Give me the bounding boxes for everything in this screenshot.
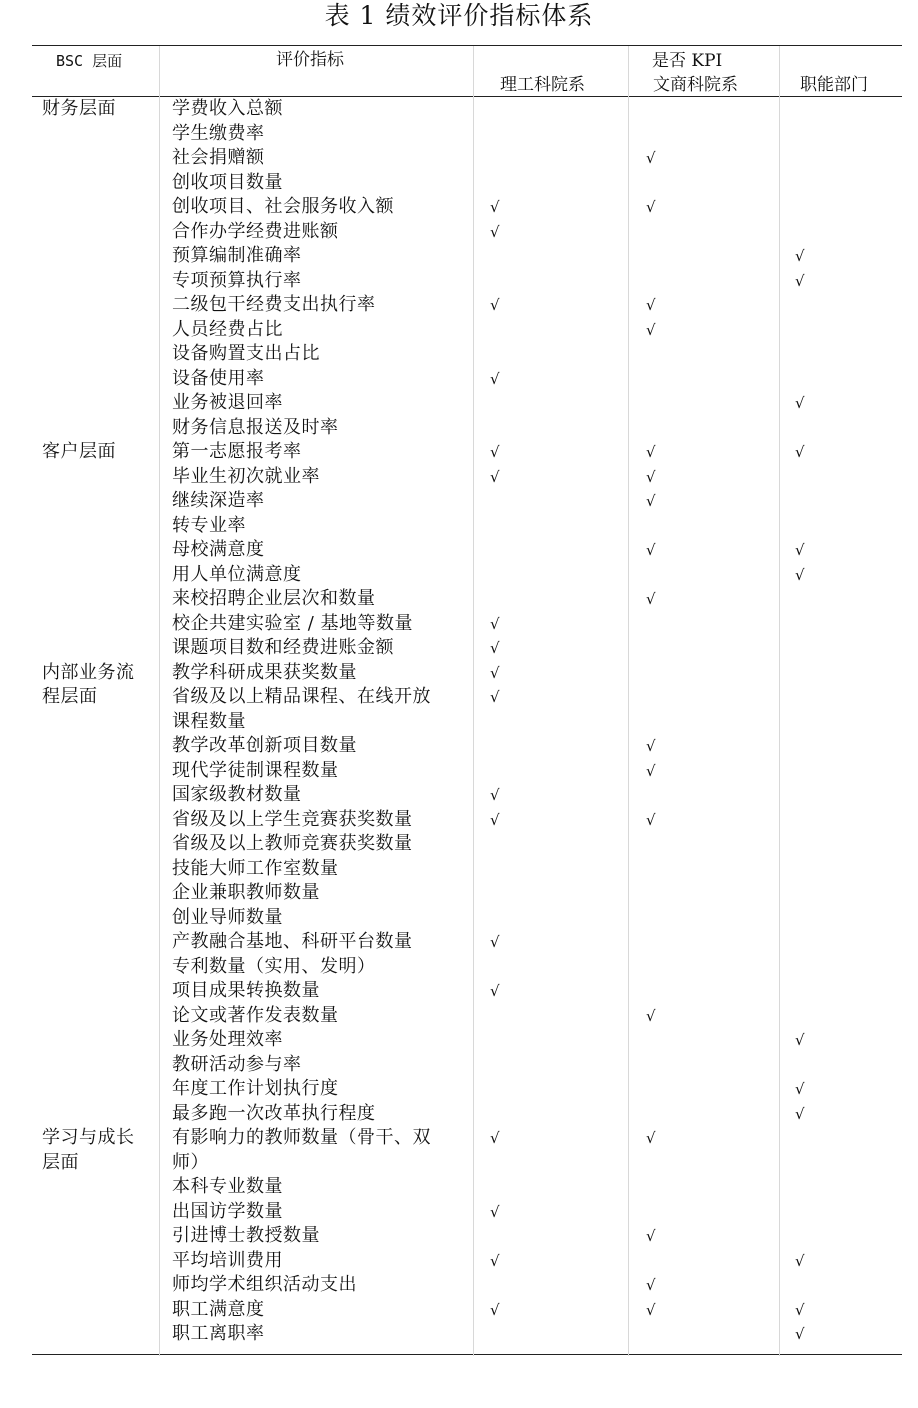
kpi-check-science: √ xyxy=(490,1202,500,1221)
kpi-check-functional: √ xyxy=(795,541,805,559)
indicator-label: 校企共建实验室 / 基地等数量 xyxy=(172,612,414,634)
kpi-check-functional: √ xyxy=(795,247,805,265)
table-row xyxy=(0,857,918,882)
kpi-check-science: √ xyxy=(490,663,500,682)
indicator-label: 业务被退回率 xyxy=(172,392,283,413)
kpi-check-functional: √ xyxy=(795,394,805,412)
indicator-label: 职工离职率 xyxy=(172,1323,265,1344)
kpi-check-humanities: √ xyxy=(646,590,656,608)
kpi-check-science: √ xyxy=(490,443,500,461)
bsc-layer-label: 客户层面 xyxy=(42,441,116,462)
table-row xyxy=(0,318,918,343)
indicator-label: 省级及以上学生竞赛获奖数量 xyxy=(172,808,413,830)
table-row xyxy=(0,783,918,808)
table-row xyxy=(0,489,918,514)
header-col-science: 理工科院系 xyxy=(500,75,585,95)
kpi-check-science: √ xyxy=(490,296,500,314)
indicator-label: 教学改革创新项目数量 xyxy=(172,735,357,756)
indicator-label: 现代学徒制课程数量 xyxy=(172,759,339,781)
table-row xyxy=(0,538,918,563)
table-row xyxy=(0,612,918,637)
indicator-label: 本科专业数量 xyxy=(172,1176,283,1197)
table-row xyxy=(0,269,918,294)
indicator-label: 师均学术组织活动支出 xyxy=(172,1274,357,1295)
indicator-label: 社会捐赠额 xyxy=(172,147,265,168)
indicator-label: 平均培训费用 xyxy=(172,1249,283,1271)
bottom-rule xyxy=(32,1354,902,1355)
indicator-label: 出国访学数量 xyxy=(172,1200,283,1222)
indicator-label: 省级及以上精品课程、在线开放 xyxy=(172,686,431,707)
indicator-label: 省级及以上教师竞赛获奖数量 xyxy=(172,833,413,854)
table-row xyxy=(0,171,918,196)
table-row xyxy=(0,979,918,1004)
table-row xyxy=(0,734,918,759)
indicator-label: 母校满意度 xyxy=(172,539,265,560)
bsc-layer-label: 内部业务流 xyxy=(42,661,135,683)
table-row xyxy=(0,1298,918,1323)
table-row xyxy=(0,514,918,539)
kpi-check-humanities: √ xyxy=(646,1227,656,1245)
table-row xyxy=(0,1273,918,1298)
header-col-humanities: 文商科院系 xyxy=(653,75,738,95)
kpi-check-science: √ xyxy=(490,369,500,388)
table-row xyxy=(0,220,918,245)
table-row xyxy=(0,930,918,955)
indicator-label: 用人单位满意度 xyxy=(172,563,302,585)
table-row xyxy=(0,906,918,931)
kpi-check-humanities: √ xyxy=(646,1006,656,1025)
indicator-label: 论文或著作发表数量 xyxy=(172,1004,339,1026)
indicator-label: 创收项目、社会服务收入额 xyxy=(172,196,394,217)
table-row xyxy=(0,563,918,588)
table-row xyxy=(0,1200,918,1225)
indicator-label: 产教融合基地、科研平台数量 xyxy=(172,931,413,952)
indicator-label: 引进博士教授数量 xyxy=(172,1225,320,1246)
table-row xyxy=(0,881,918,906)
table-row xyxy=(0,1004,918,1029)
top-rule xyxy=(32,45,902,46)
kpi-check-science: √ xyxy=(490,467,500,486)
indicator-label: 最多跑一次改革执行程度 xyxy=(172,1102,376,1124)
kpi-check-humanities: √ xyxy=(646,761,656,780)
kpi-check-humanities: √ xyxy=(646,198,656,216)
kpi-check-humanities: √ xyxy=(646,1276,656,1294)
indicator-label: 设备使用率 xyxy=(172,367,265,389)
table-row xyxy=(0,661,918,686)
indicator-label: 继续深造率 xyxy=(172,490,265,511)
table-row xyxy=(0,244,918,269)
table-row xyxy=(0,587,918,612)
indicator-label: 第一志愿报考率 xyxy=(172,441,302,462)
kpi-check-science: √ xyxy=(490,222,500,241)
indicator-label: 学生缴费率 xyxy=(172,122,265,144)
kpi-check-functional: √ xyxy=(795,443,805,461)
indicator-label: 教学科研成果获奖数量 xyxy=(172,661,357,683)
indicator-label: 财务信息报送及时率 xyxy=(172,416,339,438)
indicator-label: 创业导师数量 xyxy=(172,906,283,928)
kpi-check-science: √ xyxy=(490,1251,500,1270)
kpi-check-humanities: √ xyxy=(646,467,656,486)
indicator-label: 企业兼职教师数量 xyxy=(172,882,320,903)
table-row xyxy=(0,955,918,980)
table-row xyxy=(0,97,918,122)
bsc-layer-label: 学习与成长 xyxy=(42,1127,135,1148)
table-row xyxy=(0,195,918,220)
table-row xyxy=(0,1322,918,1347)
table-row xyxy=(0,1126,918,1151)
table-row xyxy=(0,685,918,710)
indicator-label: 年度工作计划执行度 xyxy=(172,1078,339,1099)
indicator-label: 专项预算执行率 xyxy=(172,269,302,291)
table-title: 表 1 绩效评价指标体系 xyxy=(324,1,594,30)
table-row xyxy=(0,1249,918,1274)
indicator-label: 有影响力的教师数量（骨干、双 xyxy=(172,1127,431,1148)
kpi-check-science: √ xyxy=(490,198,500,216)
table-row xyxy=(0,1151,918,1176)
kpi-check-functional: √ xyxy=(795,1251,805,1270)
kpi-check-science: √ xyxy=(490,639,500,657)
header-kpi: 是否 KPI xyxy=(652,51,723,71)
table-row xyxy=(0,440,918,465)
indicator-label: 国家级教材数量 xyxy=(172,784,302,805)
kpi-check-science: √ xyxy=(490,786,500,804)
indicator-label: 预算编制准确率 xyxy=(172,245,302,266)
table-row xyxy=(0,636,918,661)
kpi-check-humanities: √ xyxy=(646,810,656,829)
table-row xyxy=(0,342,918,367)
kpi-check-functional: √ xyxy=(795,271,805,290)
bsc-layer-label: 程层面 xyxy=(42,686,98,707)
table-row xyxy=(0,759,918,784)
table-row xyxy=(0,416,918,441)
indicator-label: 转专业率 xyxy=(172,514,246,536)
table-row xyxy=(0,367,918,392)
indicator-label: 项目成果转换数量 xyxy=(172,980,320,1001)
table-row xyxy=(0,1077,918,1102)
header-bsc: BSC 层面 xyxy=(56,52,123,70)
indicator-label: 课题项目数和经费进账金额 xyxy=(172,637,394,658)
kpi-check-science: √ xyxy=(490,810,500,829)
indicator-label: 合作办学经费进账额 xyxy=(172,220,339,242)
kpi-check-science: √ xyxy=(490,1129,500,1147)
kpi-check-humanities: √ xyxy=(646,443,656,461)
kpi-check-science: √ xyxy=(490,982,500,1000)
kpi-check-science: √ xyxy=(490,688,500,706)
table-row xyxy=(0,710,918,735)
kpi-check-humanities: √ xyxy=(646,1129,656,1147)
kpi-check-functional: √ xyxy=(795,1104,805,1123)
table-row xyxy=(0,146,918,171)
kpi-check-functional: √ xyxy=(795,1325,805,1343)
indicator-label: 毕业生初次就业率 xyxy=(172,465,320,487)
table-row xyxy=(0,1224,918,1249)
table-row xyxy=(0,1102,918,1127)
table-row xyxy=(0,832,918,857)
kpi-check-humanities: √ xyxy=(646,737,656,755)
kpi-check-science: √ xyxy=(490,1300,500,1319)
indicator-label: 技能大师工作室数量 xyxy=(172,857,339,879)
table-row xyxy=(0,1175,918,1200)
table-row xyxy=(0,122,918,147)
kpi-check-science: √ xyxy=(490,614,500,633)
kpi-check-humanities: √ xyxy=(646,1300,656,1319)
kpi-check-functional: √ xyxy=(795,1031,805,1049)
bsc-layer-label: 层面 xyxy=(42,1151,79,1173)
kpi-check-humanities: √ xyxy=(646,492,656,510)
header-indicator: 评价指标 xyxy=(276,50,344,70)
indicator-label: 学费收入总额 xyxy=(172,98,283,119)
table-row xyxy=(0,808,918,833)
indicator-label: 业务处理效率 xyxy=(172,1029,283,1050)
table-row xyxy=(0,465,918,490)
kpi-check-humanities: √ xyxy=(646,149,656,167)
kpi-check-functional: √ xyxy=(795,565,805,584)
indicator-label: 课程数量 xyxy=(172,710,246,732)
indicator-label: 二级包干经费支出执行率 xyxy=(172,294,376,315)
indicator-label: 职工满意度 xyxy=(172,1298,265,1320)
kpi-check-humanities: √ xyxy=(646,541,656,559)
header-col-functional: 职能部门 xyxy=(800,75,868,95)
table-row xyxy=(0,293,918,318)
kpi-check-science: √ xyxy=(490,933,500,951)
indicator-label: 师） xyxy=(172,1151,209,1173)
table-row xyxy=(0,1053,918,1078)
bsc-layer-label: 财务层面 xyxy=(42,98,116,119)
table-row xyxy=(0,391,918,416)
indicator-label: 教研活动参与率 xyxy=(172,1053,302,1075)
table-row xyxy=(0,1028,918,1053)
kpi-check-functional: √ xyxy=(795,1300,805,1319)
indicator-label: 来校招聘企业层次和数量 xyxy=(172,588,376,609)
indicator-label: 专利数量（实用、发明） xyxy=(172,955,376,977)
kpi-check-humanities: √ xyxy=(646,320,656,339)
kpi-check-functional: √ xyxy=(795,1080,805,1098)
indicator-label: 设备购置支出占比 xyxy=(172,343,320,364)
indicator-label: 创收项目数量 xyxy=(172,171,283,193)
indicator-label: 人员经费占比 xyxy=(172,318,283,340)
kpi-check-humanities: √ xyxy=(646,296,656,314)
